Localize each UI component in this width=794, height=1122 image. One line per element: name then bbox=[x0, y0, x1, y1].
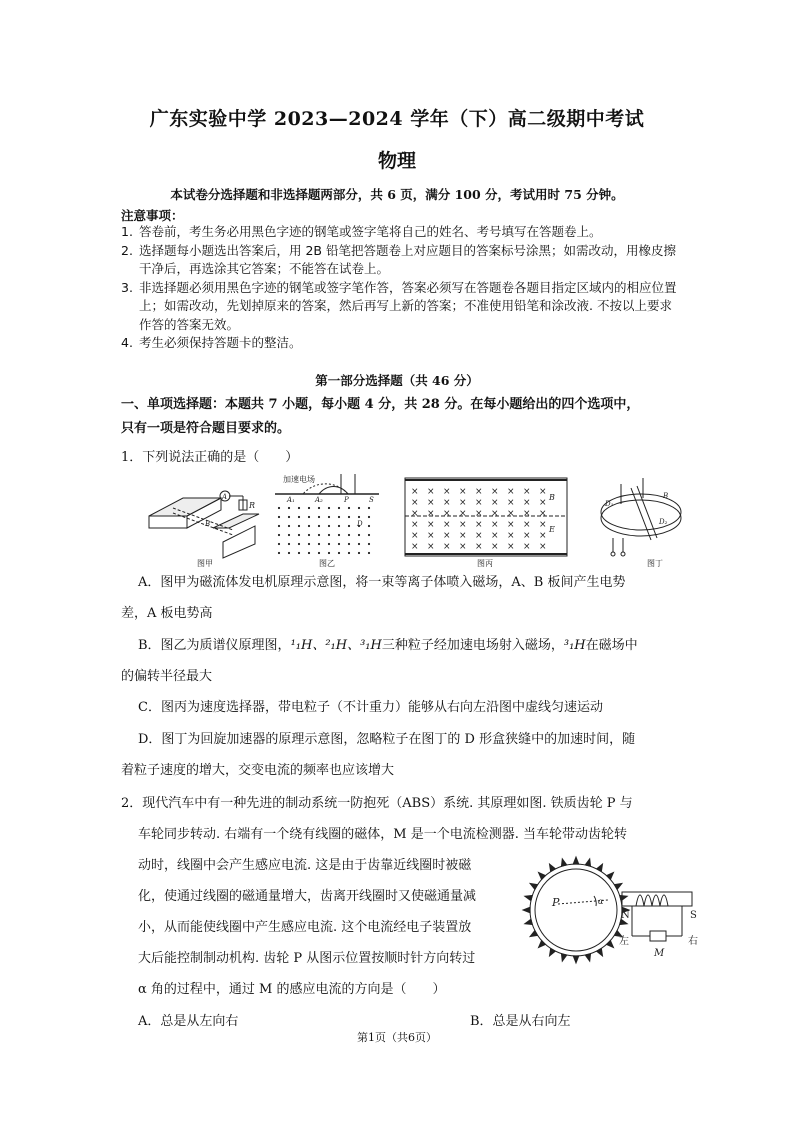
coil-label-right: 右 bbox=[688, 936, 698, 947]
option-b-text-3: 在磁场中 bbox=[585, 638, 638, 653]
field-dot bbox=[308, 534, 310, 536]
gear-tooth bbox=[523, 907, 530, 913]
gear-tooth bbox=[614, 884, 622, 890]
field-cross: × bbox=[443, 520, 451, 530]
field-dot bbox=[338, 534, 340, 536]
field-dot bbox=[338, 525, 340, 527]
field-cross: × bbox=[427, 498, 435, 508]
gear-tooth bbox=[597, 948, 603, 956]
gear-label-p: P bbox=[552, 896, 560, 909]
field-dot bbox=[348, 516, 350, 518]
field-cross: × bbox=[491, 509, 499, 519]
fig-jia-label-a: A bbox=[222, 493, 228, 501]
gear-tooth bbox=[550, 948, 556, 956]
option-b-isotope: ³₁H bbox=[563, 638, 586, 653]
fig-bing-caption: 图丙 bbox=[477, 559, 493, 568]
option-b-text-2: 三种粒子经加速电场射入磁场， bbox=[381, 638, 564, 653]
question-2-option-a: A．总是从左向右 bbox=[138, 1014, 239, 1029]
option-b-isotopes: ¹₁H、²₁H、³₁H bbox=[290, 638, 382, 653]
field-dot bbox=[338, 552, 340, 554]
field-cross: × bbox=[507, 531, 515, 541]
field-cross: × bbox=[475, 487, 483, 497]
field-dot bbox=[308, 525, 310, 527]
q2-line: 大后能控制制动机构. 齿轮 P 从图示位置按顺时针方向转过 bbox=[138, 951, 476, 966]
field-dot bbox=[278, 543, 280, 545]
gear-tooth bbox=[607, 873, 614, 880]
fig-jia-label-b: B bbox=[205, 520, 211, 528]
gear-tooth bbox=[525, 919, 533, 924]
field-dot bbox=[288, 525, 290, 527]
field-cross: × bbox=[459, 542, 467, 552]
section-line: 只有一项是符合题目要求的。 bbox=[121, 421, 291, 436]
fig-jia-caption: 图甲 bbox=[197, 559, 213, 568]
fig-yi-accel-label: 加速电场 bbox=[283, 475, 315, 484]
note-num: 4. bbox=[121, 335, 133, 350]
field-cross: × bbox=[459, 509, 467, 519]
field-dot bbox=[328, 516, 330, 518]
field-dot bbox=[318, 516, 320, 518]
field-dot bbox=[348, 534, 350, 536]
field-dot bbox=[358, 516, 360, 518]
exam-intro: 本试卷分选择题和非选择题两部分，共 6 页，满分 100 分，考试用时 75 分钟。 bbox=[170, 187, 624, 202]
note-item bbox=[121, 223, 681, 242]
field-cross: × bbox=[459, 531, 467, 541]
option-d-line1: D．图丁为回旋加速器的原理示意图，忽略粒子在图丁的 D 形盒狭缝中的加速时间，随 bbox=[138, 732, 636, 747]
field-dot bbox=[288, 552, 290, 554]
question-2-option-b: B．总是从右向左 bbox=[470, 1014, 571, 1029]
q2-line: 小，从而能使线圈中产生感应电流. 这个电流经电子装置放 bbox=[138, 920, 472, 935]
gear-tooth bbox=[573, 857, 579, 864]
coil-label-n: N bbox=[621, 910, 630, 921]
gear-tooth bbox=[561, 954, 566, 962]
note-item bbox=[121, 279, 681, 335]
field-dot bbox=[298, 552, 300, 554]
field-dot bbox=[298, 507, 300, 509]
question-1-option-c bbox=[121, 692, 661, 723]
field-dot bbox=[318, 525, 320, 527]
field-dot bbox=[328, 534, 330, 536]
gear-tooth bbox=[530, 931, 538, 937]
field-dot bbox=[298, 543, 300, 545]
field-cross: × bbox=[411, 520, 419, 530]
field-cross: × bbox=[459, 487, 467, 497]
field-cross: × bbox=[411, 487, 419, 497]
field-dot bbox=[368, 534, 370, 536]
field-cross: × bbox=[475, 498, 483, 508]
field-dot bbox=[338, 516, 340, 518]
field-cross: × bbox=[443, 509, 451, 519]
gear-tooth bbox=[597, 864, 603, 872]
field-dot bbox=[358, 507, 360, 509]
field-cross: × bbox=[523, 542, 531, 552]
field-cross: × bbox=[539, 520, 547, 530]
gear-label-alpha: α bbox=[598, 897, 604, 906]
field-cross: × bbox=[539, 531, 547, 541]
notes-heading: 注意事项： bbox=[121, 208, 184, 223]
field-dot bbox=[358, 552, 360, 554]
field-cross: × bbox=[507, 542, 515, 552]
field-dot bbox=[298, 525, 300, 527]
coil-label-left: 左 bbox=[619, 936, 629, 947]
note-text: 非选择题必须用黑色字迹的钢笔或签字笔作答，答案必须写在答题卷各题目指定区域内的相应位置上；如需改动，先划掉原来的答案，然后再写上新的答案；不准使用铅笔和涂改液. 不按以上要求作答的答案无效。 bbox=[139, 279, 677, 332]
fig-bing-label-e: E bbox=[549, 525, 555, 534]
field-cross: × bbox=[475, 520, 483, 530]
field-cross: × bbox=[443, 542, 451, 552]
fig-yi-label-d: D bbox=[357, 520, 363, 528]
field-dot bbox=[308, 507, 310, 509]
note-text: 选择题每小题选出答案后，用 2B 铅笔把答题卷上对应题目的答案标号涂黑；如需改动，用橡皮擦干净后，再选涂其它答案；不能答在试卷上。 bbox=[139, 242, 676, 276]
option-b-line2: 的偏转半径最大 bbox=[121, 669, 213, 684]
field-cross: × bbox=[491, 498, 499, 508]
field-dot bbox=[308, 516, 310, 518]
field-cross: × bbox=[507, 509, 515, 519]
field-dot bbox=[288, 534, 290, 536]
figure-ding bbox=[601, 478, 681, 556]
field-dot bbox=[328, 543, 330, 545]
field-dot bbox=[278, 534, 280, 536]
gear-tooth bbox=[525, 895, 533, 900]
fig-ding-label-b: B bbox=[663, 492, 669, 500]
field-dot bbox=[328, 552, 330, 554]
field-cross: × bbox=[411, 509, 419, 519]
field-dot bbox=[278, 525, 280, 527]
field-dot bbox=[348, 543, 350, 545]
field-dot bbox=[358, 543, 360, 545]
meter-label-m: M bbox=[654, 948, 665, 959]
gear-tooth bbox=[585, 859, 590, 867]
field-cross: × bbox=[523, 487, 531, 497]
question-2-stem-middle bbox=[138, 850, 510, 974]
field-cross: × bbox=[507, 487, 515, 497]
page-footer: 第1页（共6页） bbox=[357, 1031, 437, 1044]
field-cross: × bbox=[507, 498, 515, 508]
field-cross: × bbox=[523, 531, 531, 541]
field-dot bbox=[278, 552, 280, 554]
gear-tooth bbox=[561, 859, 566, 867]
gear-tooth bbox=[539, 941, 546, 948]
part-heading: 第一部分选择题（共 46 分） bbox=[315, 373, 479, 388]
field-dot bbox=[278, 507, 280, 509]
field-cross: × bbox=[491, 520, 499, 530]
note-num: 2. bbox=[121, 242, 133, 258]
field-dot bbox=[368, 543, 370, 545]
field-cross: × bbox=[443, 498, 451, 508]
field-cross: × bbox=[523, 498, 531, 508]
gear-tooth bbox=[607, 941, 614, 948]
field-dot bbox=[328, 525, 330, 527]
figure-jia bbox=[149, 491, 259, 558]
field-dot bbox=[278, 516, 280, 518]
field-dot bbox=[338, 543, 340, 545]
section-line: 一、单项选择题：本题共 7 小题，每小题 4 分，共 28 分。在每小题给出的四个选项中， bbox=[121, 397, 640, 412]
field-dot bbox=[368, 507, 370, 509]
fig-yi-label-a2: A₂ bbox=[315, 496, 323, 504]
q2-line: 车轮同步转动. 右端有一个绕有线圈的磁体，M 是一个电流检测器. 当车轮带动齿轮转 bbox=[138, 827, 627, 842]
field-dot bbox=[368, 516, 370, 518]
field-cross: × bbox=[427, 509, 435, 519]
fig-bing-label-b: B bbox=[549, 493, 555, 502]
figure-yi-dots bbox=[278, 507, 370, 554]
field-dot bbox=[308, 552, 310, 554]
notes-list bbox=[121, 223, 681, 353]
field-dot bbox=[338, 507, 340, 509]
field-dot bbox=[308, 543, 310, 545]
option-b-text-1: B．图乙为质谱仪原理图， bbox=[138, 638, 291, 653]
fig-ding-label-d1: D₁ bbox=[605, 500, 614, 508]
option-b-line1 bbox=[121, 630, 661, 661]
question-2-stem-end bbox=[138, 974, 538, 1005]
gear-tooth bbox=[620, 895, 628, 900]
q2-line: 2．现代汽车中有一种先进的制动系统一防抱死（ABS）系统. 其原理如图. 铁质齿轮 P 与 bbox=[121, 796, 633, 811]
field-cross: × bbox=[507, 520, 515, 530]
option-a-line1: A．图甲为磁流体发电机原理示意图，将一束等离子体喷入磁场，A、B 板间产生电势 bbox=[138, 575, 626, 590]
q2-line: α 角的过程中，通过 M 的感应电流的方向是（ ） bbox=[138, 982, 446, 997]
gear-tooth bbox=[573, 956, 579, 963]
question-1-option-b bbox=[121, 630, 661, 692]
coil-label-s: S bbox=[690, 910, 697, 921]
abs-gear-figure bbox=[518, 852, 704, 970]
field-cross: × bbox=[475, 531, 483, 541]
field-cross: × bbox=[427, 542, 435, 552]
note-num: 1. bbox=[121, 224, 133, 239]
section-heading bbox=[121, 393, 681, 441]
exam-title: 广东实验中学 2023—2024 学年（下）高二级期中考试 bbox=[149, 108, 645, 130]
field-cross: × bbox=[475, 542, 483, 552]
note-text: 答卷前，考生务必用黑色字迹的钢笔或签字笔将自己的姓名、考号填写在答题卷上。 bbox=[139, 224, 602, 239]
fig-ding-caption: 图丁 bbox=[647, 559, 663, 568]
field-cross: × bbox=[491, 531, 499, 541]
field-dot bbox=[288, 543, 290, 545]
field-cross: × bbox=[427, 487, 435, 497]
field-cross: × bbox=[523, 509, 531, 519]
field-dot bbox=[318, 534, 320, 536]
gear-tooth bbox=[539, 873, 546, 880]
field-dot bbox=[318, 543, 320, 545]
gear-tooth bbox=[585, 954, 590, 962]
field-dot bbox=[298, 534, 300, 536]
field-cross: × bbox=[491, 542, 499, 552]
field-dot bbox=[318, 507, 320, 509]
field-cross: × bbox=[475, 509, 483, 519]
field-cross: × bbox=[411, 498, 419, 508]
option-a-line2: 差，A 板电势高 bbox=[121, 606, 213, 621]
field-cross: × bbox=[459, 520, 467, 530]
question-1-figures bbox=[143, 468, 685, 568]
field-cross: × bbox=[427, 520, 435, 530]
question-2-stem-top bbox=[121, 788, 661, 850]
field-cross: × bbox=[523, 520, 531, 530]
question-1-stem: 1．下列说法正确的是（ ） bbox=[121, 450, 299, 465]
note-text: 考生必须保持答题卡的整洁。 bbox=[139, 335, 302, 350]
field-cross: × bbox=[427, 531, 435, 541]
question-1-option-d bbox=[121, 724, 661, 786]
fig-yi-caption: 图乙 bbox=[319, 559, 335, 568]
gear-tooth bbox=[550, 864, 556, 872]
coil-circuit bbox=[622, 892, 692, 941]
field-dot bbox=[318, 552, 320, 554]
field-cross: × bbox=[443, 487, 451, 497]
field-cross: × bbox=[411, 531, 419, 541]
field-cross: × bbox=[539, 509, 547, 519]
gear-wheel bbox=[523, 857, 629, 963]
field-dot bbox=[328, 507, 330, 509]
fig-yi-label-s: S bbox=[369, 496, 374, 504]
field-dot bbox=[368, 552, 370, 554]
note-item bbox=[121, 334, 681, 353]
fig-yi-label-a1: A₁ bbox=[287, 496, 295, 504]
field-cross: × bbox=[539, 487, 547, 497]
figure-bing-crosses bbox=[411, 487, 547, 552]
field-cross: × bbox=[443, 531, 451, 541]
field-dot bbox=[348, 507, 350, 509]
fig-yi-label-p: P bbox=[344, 496, 349, 504]
note-num: 3. bbox=[121, 279, 133, 295]
fig-ding-label-d2: D₂ bbox=[659, 518, 668, 526]
field-dot bbox=[288, 516, 290, 518]
option-c-line: C．图丙为速度选择器，带电粒子（不计重力）能够从右向左沿图中虚线匀速运动 bbox=[138, 700, 603, 715]
option-d-line2: 着粒子速度的增大，交变电流的频率也应该增大 bbox=[121, 763, 395, 778]
field-dot bbox=[348, 552, 350, 554]
field-dot bbox=[358, 534, 360, 536]
q2-line: 动时，线圈中会产生感应电流. 这是由于齿靠近线圈时被磁 bbox=[138, 858, 472, 873]
gear-tooth bbox=[530, 884, 538, 890]
field-cross: × bbox=[539, 542, 547, 552]
field-dot bbox=[348, 525, 350, 527]
field-dot bbox=[298, 516, 300, 518]
field-cross: × bbox=[491, 487, 499, 497]
q2-line: 化，使通过线圈的磁通量增大，齿离开线圈时又使磁通量减 bbox=[138, 889, 477, 904]
field-cross: × bbox=[539, 498, 547, 508]
field-cross: × bbox=[411, 542, 419, 552]
subject-title: 物理 bbox=[377, 150, 416, 172]
note-item bbox=[121, 242, 681, 279]
field-cross: × bbox=[459, 498, 467, 508]
fig-jia-label-r: R bbox=[249, 501, 256, 510]
question-1-option-a bbox=[121, 567, 661, 629]
field-dot bbox=[288, 507, 290, 509]
field-dot bbox=[368, 525, 370, 527]
